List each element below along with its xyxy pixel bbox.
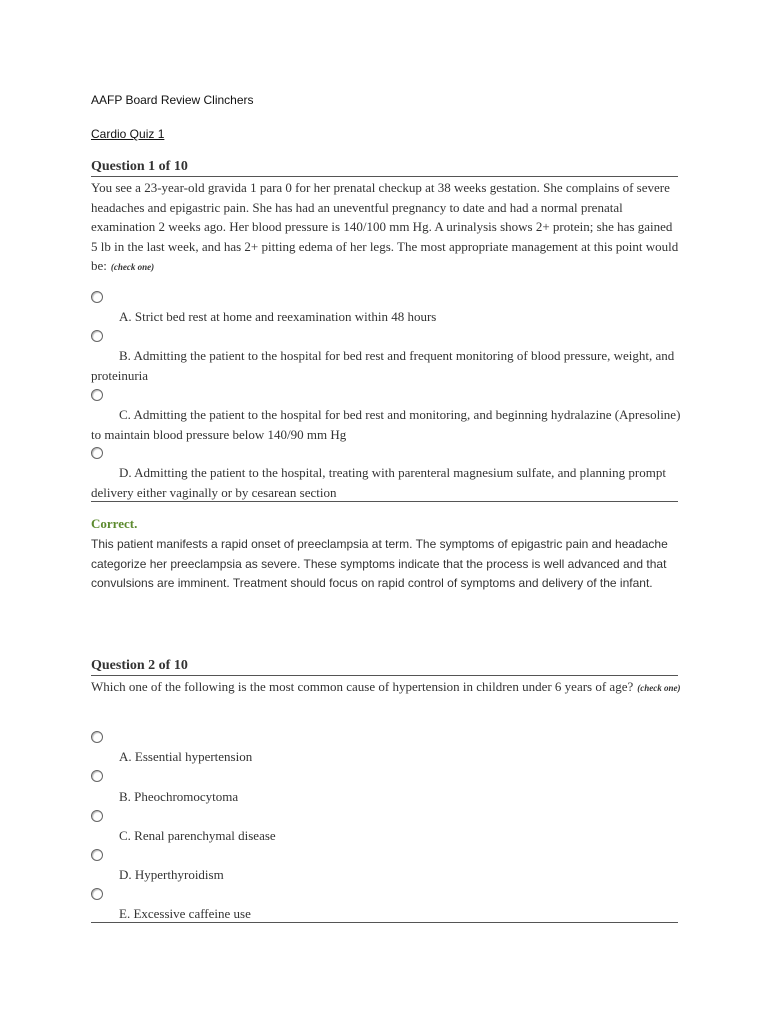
question-2-text	[91, 677, 681, 699]
question-2-option-e-label: E. Excessive caffeine use	[119, 906, 251, 921]
question-2-instruction: (check one)	[637, 683, 681, 693]
question-2-option-e-radio[interactable]	[91, 888, 103, 900]
question-2-option-d-radio[interactable]	[91, 849, 103, 861]
question-2-option-c-label: C. Renal parenchymal disease	[119, 828, 276, 843]
question-2-option-b-label: B. Pheochromocytoma	[119, 789, 239, 804]
question-1-option-a-radio[interactable]	[91, 291, 103, 303]
question-1-option-b-radio[interactable]	[91, 330, 103, 342]
document-title: AAFP Board Review Clinchers	[91, 93, 254, 107]
question-1-prompt: You see a 23-year-old gravida 1 para 0 for her prenatal checkup at 38 weeks gestation. She complains of severe headaches and epigastric pain. She has had an uneventful pregnancy to date and had a normal prenatal examination 2 weeks ago. Her blood pressure is 140/100 mm Hg. A urinalysis shows 2+ protein; she has gained 5 lb in the last week, and has 2+ pitting edema of her legs. The most appropriate management at this point would be:	[91, 180, 679, 274]
question-1-option-b-label: B. Admitting the patient to the hospital for bed rest and frequent monitoring of blood pressure, weight, and proteinuria	[91, 348, 675, 383]
quiz-title: Cardio Quiz 1	[91, 127, 165, 141]
question-1-result: Correct.	[91, 516, 138, 531]
question-2-option-b-radio[interactable]	[91, 770, 103, 782]
question-2-header: Question 2 of 10	[91, 657, 678, 676]
question-1-option-d-radio[interactable]	[91, 447, 103, 459]
question-1-header: Question 1 of 10	[91, 158, 678, 177]
question-1-feedback: This patient manifests a rapid onset of preeclampsia at term. The symptoms of epigastric pain and headache categorize her preeclampsia as severe. These symptoms indicate that the process is well advanced and that convulsions are imminent. Treatment should focus on rapid control of symptoms and delivery of the infant.	[91, 537, 668, 591]
question-2-prompt: Which one of the following is the most common cause of hypertension in children under 6 years of age?	[91, 679, 634, 694]
question-1-instruction: (check one)	[110, 262, 155, 273]
question-1-option-d-label: D. Admitting the patient to the hospital, treating with parenteral magnesium sulfate, and planning prompt delivery either vaginally or by cesarean section	[91, 465, 666, 500]
question-1-option-a-label: A. Strict bed rest at home and reexamination within 48 hours	[119, 309, 437, 324]
question-2-option-a-label: A. Essential hypertension	[119, 749, 253, 764]
question-1-divider	[91, 501, 678, 502]
question-1-option-c-label: C. Admitting the patient to the hospital for bed rest and monitoring, and beginning hydralazine (Apresoline) to maintain blood pressure below 140/90 mm Hg	[91, 407, 681, 442]
question-2-option-d-label: D. Hyperthyroidism	[119, 867, 224, 882]
question-1-option-c-radio[interactable]	[91, 389, 103, 401]
question-1-text	[91, 178, 681, 278]
question-2-option-c-radio[interactable]	[91, 810, 103, 822]
question-2-option-a-radio[interactable]	[91, 731, 103, 743]
question-2-divider	[91, 922, 678, 923]
